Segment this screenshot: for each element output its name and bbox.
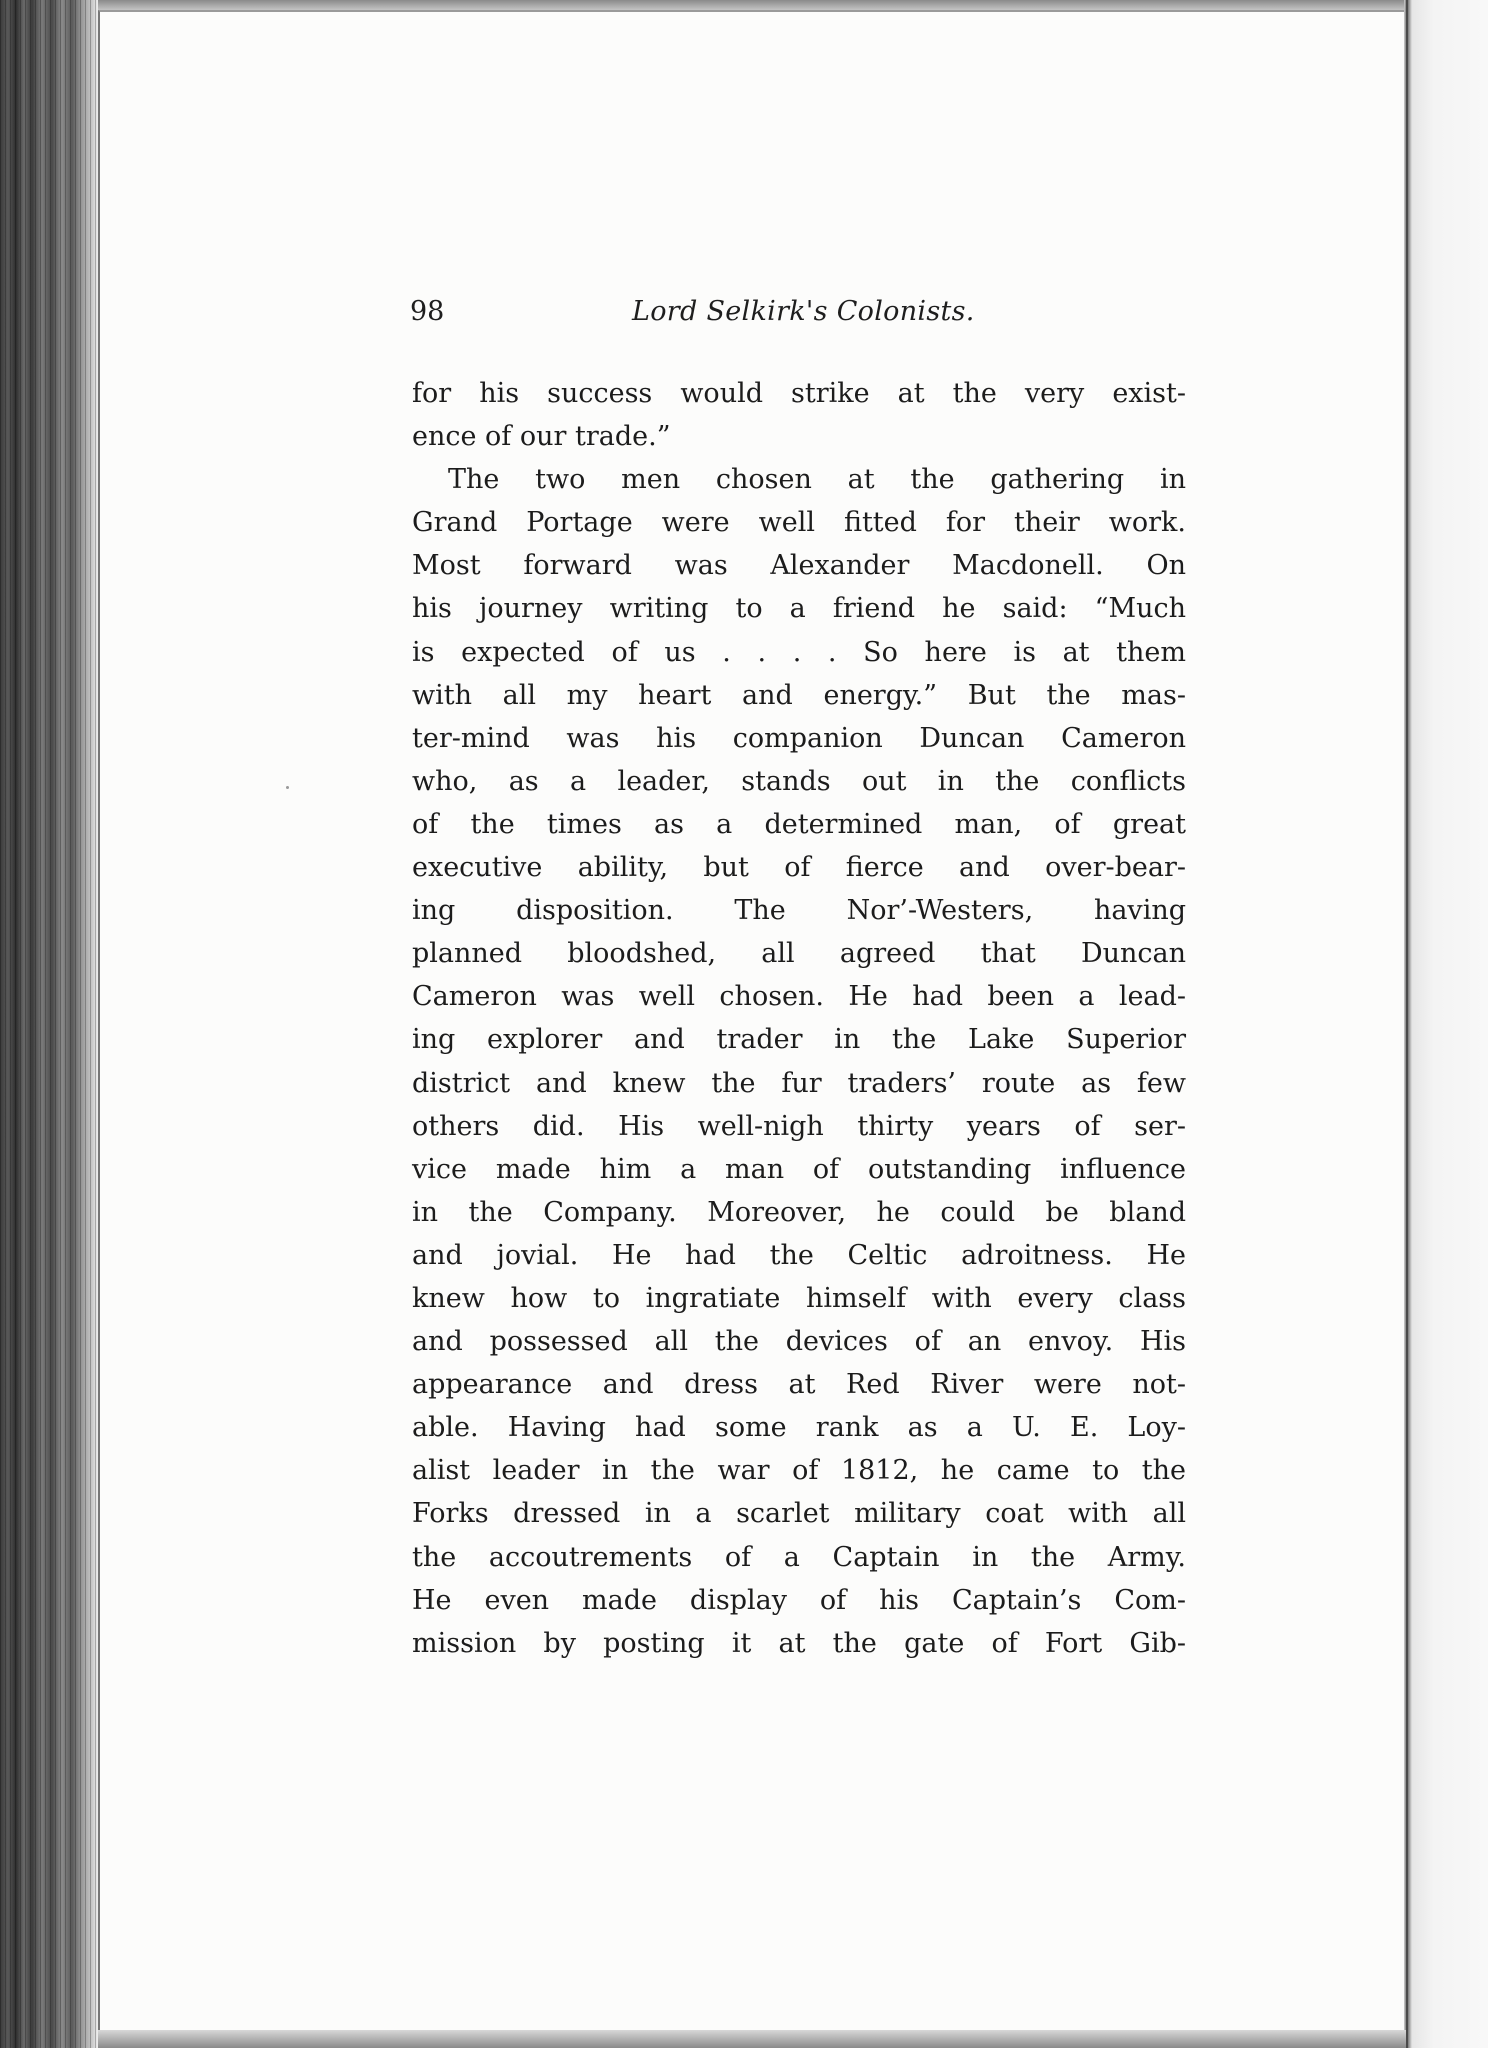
text-line: ter-mind was his companion Duncan Cameron bbox=[412, 722, 1186, 754]
text-line: alist leader in the war of 1812, he came to the bbox=[412, 1455, 1186, 1487]
text-line: Most forward was Alexander Macdonell. On bbox=[412, 550, 1186, 582]
text-line: for his success would strike at the very exist- bbox=[412, 378, 1186, 409]
text-line: in the Company. Moreover, he could be bland bbox=[412, 1196, 1186, 1228]
text-line: The two men chosen at the gathering in bbox=[448, 464, 1186, 496]
text-line: ence of our trade.” bbox=[412, 421, 671, 453]
body-text bbox=[412, 372, 1186, 1665]
text-line: is expected of us . . . . So here is at them bbox=[412, 636, 1186, 668]
text-line: with all my heart and energy.” But the mas- bbox=[412, 679, 1186, 711]
page-stack-edges bbox=[0, 0, 98, 2048]
text-line: the accoutrements of a Captain in the Army. bbox=[412, 1541, 1186, 1573]
facing-page-edge bbox=[1404, 0, 1488, 2048]
text-line: of the times as a determined man, of great bbox=[412, 808, 1186, 840]
text-line: district and knew the fur traders’ route as few bbox=[412, 1067, 1186, 1099]
text-line: others did. His well-nigh thirty years of ser- bbox=[412, 1110, 1186, 1142]
text-line: planned bloodshed, all agreed that Duncan bbox=[412, 938, 1186, 970]
text-line: Forks dressed in a scarlet military coat with all bbox=[412, 1498, 1186, 1530]
text-line: and possessed all the devices of an envoy. His bbox=[412, 1326, 1186, 1358]
running-head-title: Lord Selkirk's Colonists. bbox=[632, 296, 975, 327]
page-number: 98 bbox=[410, 296, 445, 327]
binding-line bbox=[1406, 0, 1408, 2048]
bottom-edge-shadow bbox=[98, 2030, 1406, 2048]
paper-speck bbox=[286, 786, 289, 789]
text-line: appearance and dress at Red River were not- bbox=[412, 1369, 1186, 1401]
text-line: knew how to ingratiate himself with every class bbox=[412, 1282, 1186, 1314]
text-line: Cameron was well chosen. He had been a lead- bbox=[412, 981, 1186, 1013]
text-line: and jovial. He had the Celtic adroitness. He bbox=[412, 1239, 1186, 1271]
text-line: executive ability, but of fierce and over-bear- bbox=[412, 852, 1186, 884]
text-line: his journey writing to a friend he said: “Much bbox=[412, 593, 1186, 625]
text-line: able. Having had some rank as a U. E. Loy- bbox=[412, 1412, 1186, 1444]
text-line: ing explorer and trader in the Lake Superior bbox=[412, 1024, 1186, 1056]
text-line: He even made display of his Captain’s Com- bbox=[412, 1584, 1186, 1616]
text-line: ing disposition. The Nor’-Westers, having bbox=[412, 895, 1186, 927]
text-line: mission by posting it at the gate of Fort Gib- bbox=[412, 1627, 1186, 1659]
running-head bbox=[410, 296, 998, 340]
text-line: Grand Portage were well fitted for their work. bbox=[412, 507, 1186, 539]
text-line: vice made him a man of outstanding influence bbox=[412, 1153, 1186, 1185]
text-line: who, as a leader, stands out in the conflicts bbox=[412, 765, 1186, 797]
